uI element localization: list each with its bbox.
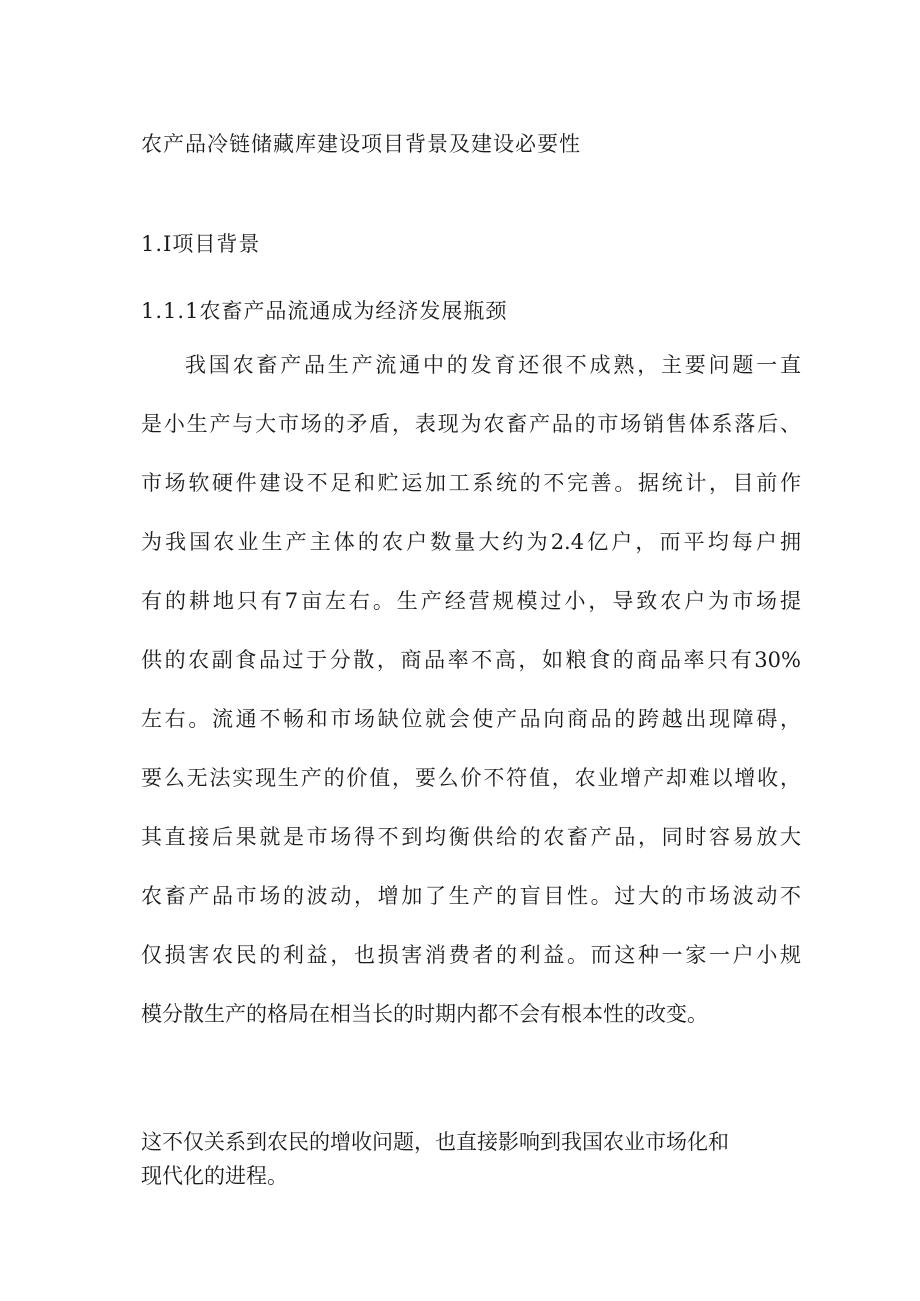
paragraph-line: 模分散生产的格局在相当长的时期内都不会有根本性的改变。 (141, 1002, 708, 1026)
paragraph-line: 有的耕地只有7亩左右。生产经营规模过小，导致农户为市场提 (141, 589, 801, 613)
body-paragraph (141, 345, 801, 1053)
paragraph-line: 市场软硬件建设不足和贮运加工系统的不完善。据统计，目前作 (141, 471, 801, 495)
paragraph-line: 要么无法实现生产的价值，要么价不符值，农业增产却难以增收， (141, 766, 801, 790)
paragraph-line: 是小生产与大市场的矛盾，表现为农畜产品的市场销售体系落后、 (141, 412, 801, 436)
paragraph-line: 仅损害农民的利益，也损害消费者的利益。而这种一家一户小规 (141, 943, 801, 967)
section-heading: 1.I项目背景 (141, 232, 261, 256)
closing-line: 现代化的进程。 (141, 1164, 288, 1188)
paragraph-line: 我国农畜产品生产流通中的发育还很不成熟，主要问题一直 (185, 353, 801, 377)
paragraph-line: 供的农副食品过于分散，商品率不高，如粮食的商品率只有30% (141, 648, 801, 672)
paragraph-line: 左右。流通不畅和市场缺位就会使产品向商品的跨越出现障碍， (141, 707, 801, 731)
subsection-heading: 1.1.1农畜产品流通成为经济发展瓶颈 (141, 299, 508, 323)
closing-paragraph (141, 1125, 791, 1193)
closing-line: 这不仅关系到农民的增收问题，也直接影响到我国农业市场化和 (141, 1130, 729, 1154)
paragraph-line: 农畜产品市场的波动，增加了生产的盲目性。过大的市场波动不 (141, 884, 801, 908)
paragraph-line: 其直接后果就是市场得不到均衡供给的农畜产品，同时容易放大 (141, 825, 801, 849)
paragraph-line: 为我国农业生产主体的农户数量大约为2.4亿户，而平均每户拥 (141, 530, 801, 554)
document-title: 农产品冷链储藏库建设项目背景及建设必要性 (141, 132, 581, 156)
